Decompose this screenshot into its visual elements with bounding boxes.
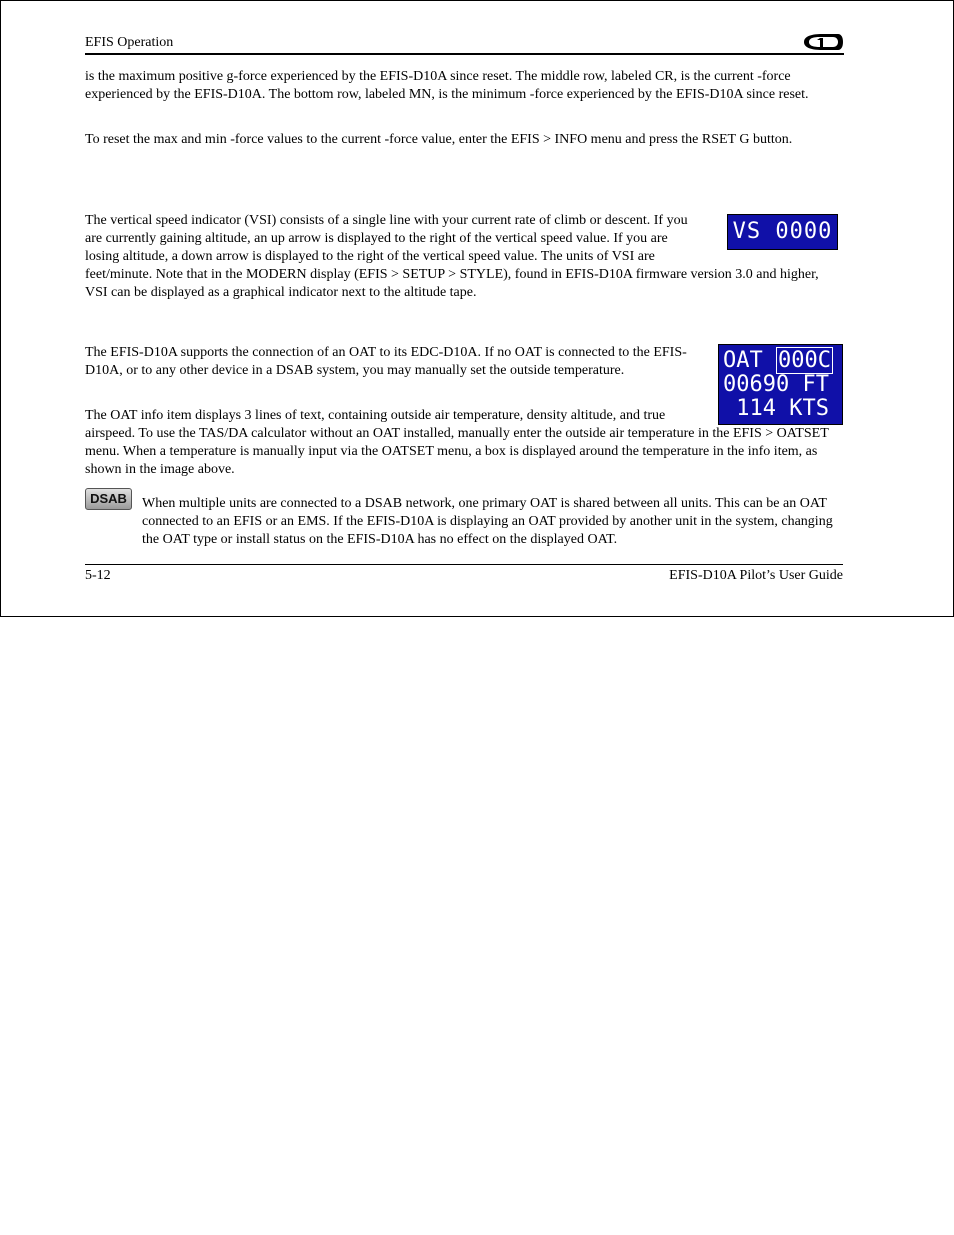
oat-info-paragraph: The OAT info item displays 3 lines of text, containing outside air temperature, density altitude, and true airspeed. To use the TAS/DA calculator without an OAT installed, manually enter the outside air temperature in the EFIS > OATSET menu. When a temperature is manually input via the OATSET menu, a box is displayed around the temperature in the info item, as shown in the image above. bbox=[85, 408, 829, 477]
g-force-paragraph: is the maximum positive g-force experienced by the EFIS-D10A since reset. The middle row, labeled CR, is the current -force experienced by the EFIS-D10A. The bottom row, labeled MN, is the minimum -force experienced by the EFIS-D10A since reset. bbox=[85, 69, 809, 102]
guide-title: EFIS-D10A Pilot’s User Guide bbox=[669, 568, 843, 583]
oat-line-1 bbox=[723, 349, 833, 373]
dsab-note-text: When multiple units are connected to a DSAB network, one primary OAT is shared between all units. This can be an OAT connected to an EFIS or an EMS. If the EFIS-D10A is displaying an OAT provided by another unit in the system, changing the OAT type or install status on the EFIS-D10A has no effect on the displayed OAT. bbox=[142, 496, 833, 547]
g-reset-paragraph: To reset the max and min -force values to the current -force value, enter the EFIS > INFO menu and press the RSET G button. bbox=[85, 132, 793, 147]
oat-display-image bbox=[718, 344, 843, 425]
dsab-badge-icon: DSAB bbox=[85, 488, 132, 510]
page-number: 5-12 bbox=[85, 568, 111, 583]
oat-label: OAT bbox=[723, 348, 776, 373]
vsi-text: The vertical speed indicator (VSI) consists of a single line with your current rate of climb or descent. If you are currently gaining altitude, an up arrow is displayed to the right of the vertical speed value. If you are losing altitude, a down arrow is displayed to the right of the vertical speed value. The units of VSI are feet/minute. Note that in the MODERN display (EFIS > SETUP > STYLE), found in EFIS-D10A firmware version 3.0 and higher, VSI can be displayed as a graphical indicator next to the altitude tape. bbox=[85, 213, 819, 300]
vs-display-image: VS 0000 bbox=[727, 214, 838, 250]
document-page bbox=[0, 0, 954, 617]
oat-value-box: 000C bbox=[777, 348, 831, 373]
dynon-logo-icon bbox=[800, 33, 844, 51]
section-title: EFIS Operation bbox=[85, 35, 174, 50]
oat-intro-paragraph: The EFIS-D10A supports the connection of an OAT to its EDC-D10A. If no OAT is connected to the EFIS-D10A, or to any other device in a DSAB system, you may manually set the outside temperature. bbox=[85, 345, 687, 378]
page-footer bbox=[85, 564, 843, 587]
page-header bbox=[85, 33, 844, 55]
oat-line-3: 114 KTS bbox=[723, 396, 829, 421]
oat-line-2: 00690 FT bbox=[723, 372, 829, 397]
